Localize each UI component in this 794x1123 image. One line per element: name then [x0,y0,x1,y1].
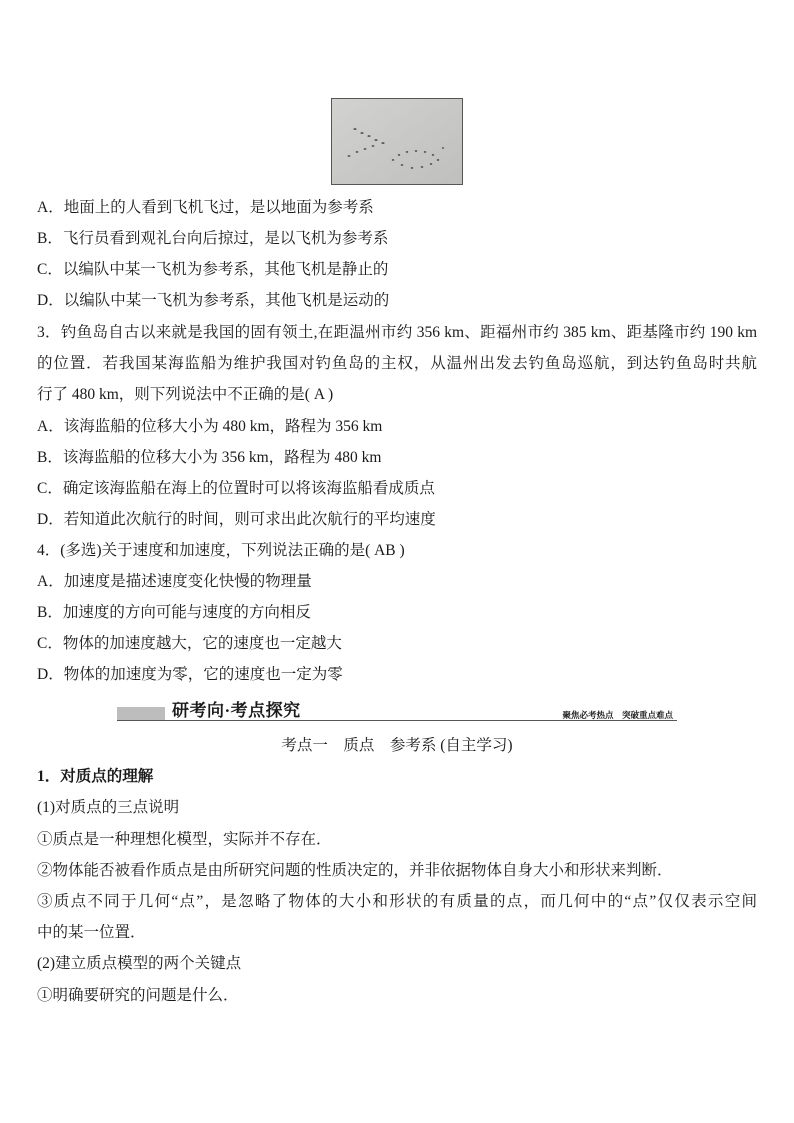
section-tagline: 聚焦必考热点 突破重点难点 [562,710,673,720]
aircraft [392,159,395,160]
q2-option-b: B．飞行员看到观礼台向后掠过，是以飞机为参考系 [37,230,389,247]
section-header [117,700,677,722]
q4-option-d: D．物体的加速度为零，它的速度也一定为零 [37,666,343,683]
aircraft [424,151,427,152]
aircraft [437,159,440,160]
aircraft [372,145,375,146]
aircraft [442,147,444,148]
q3-option-c: C．确定该海监船在海上的位置时可以将该海监船看成质点 [37,480,435,497]
aircraft [364,148,367,149]
aircraft [398,154,401,155]
aircraft [411,167,414,168]
point-2-1: ①明确要研究的问题是什么． [37,987,239,1004]
q2-option-c: C．以编队中某一飞机为参考系，其他飞机是静止的 [37,261,389,278]
aircraft [348,155,351,156]
aircraft [360,132,363,134]
q3-option-a: A．该海监船的位移大小为 480 km，路程为 356 km [37,418,383,435]
q4-option-a: A．加速度是描述速度变化快慢的物理量 [37,573,312,590]
point-1-1: ①质点是一种理想化模型，实际并不存在． [37,831,332,848]
content-heading: 1．对质点的理解 [37,768,154,785]
aircraft [381,142,384,144]
q3-option-b: B．该海监船的位移大小为 356 km，路程为 480 km [37,449,382,466]
section-title: 研考向·考点探究 [172,701,301,720]
aircraft [374,139,377,141]
photo-frame [332,99,463,185]
aircraft [401,164,404,165]
q4-option-c: C．物体的加速度越大，它的速度也一定越大 [37,635,342,652]
aircraft [353,128,356,130]
q2-option-d: D．以编队中某一飞机为参考系，其他飞机是运动的 [37,292,390,309]
q3-stem-line-3: 行了 480 km，则下列说法中不正确的是( A ) [37,386,334,403]
q3-stem-line-2: 的位置．若我国某海监船为维护我国对钓鱼岛的主权，从温州出发去钓鱼岛巡航，到达钓鱼岛时共航 [37,355,757,372]
q3-option-d: D．若知道此次航行的时间，则可求出此次航行的平均速度 [37,511,436,528]
point-1-3-continued: 中的某一位置． [37,924,146,941]
point-1-3: ③质点不同于几何“点”，是忽略了物体的大小和形状的有质量的点，而几何中的“点”仅仅表示空间 [37,893,757,910]
content-subheading-2: (2)建立质点模型的两个关键点 [37,955,242,972]
aircraft [415,150,418,151]
aircraft [432,154,435,155]
aircraft [356,151,359,152]
aircraft [406,151,409,152]
point-1-2: ②物体能否被看作质点是由所研究问题的性质决定的，并非依据物体自身大小和形状来判断． [37,862,673,879]
section-marker-bar [117,707,165,720]
section-divider [117,720,677,721]
aircraft [421,166,424,167]
content-subheading-1: (1)对质点的三点说明 [37,799,180,816]
formation-flight-photo [331,98,463,185]
topic-heading: 考点一 质点 参考系 (自主学习) [281,737,513,754]
q3-stem-line-1: 3．钓鱼岛自古以来就是我国的固有领土,在距温州市约 356 km、距福州市约 385 km、距基隆市约 190 km [37,324,757,341]
q2-option-a: A．地面上的人看到飞机飞过，是以地面为参考系 [37,199,374,216]
aircraft [367,135,370,137]
q4-stem: 4．(多选)关于速度和加速度，下列说法正确的是( AB ) [37,542,405,559]
q4-option-b: B．加速度的方向可能与速度的方向相反 [37,604,311,621]
aircraft [430,163,433,164]
